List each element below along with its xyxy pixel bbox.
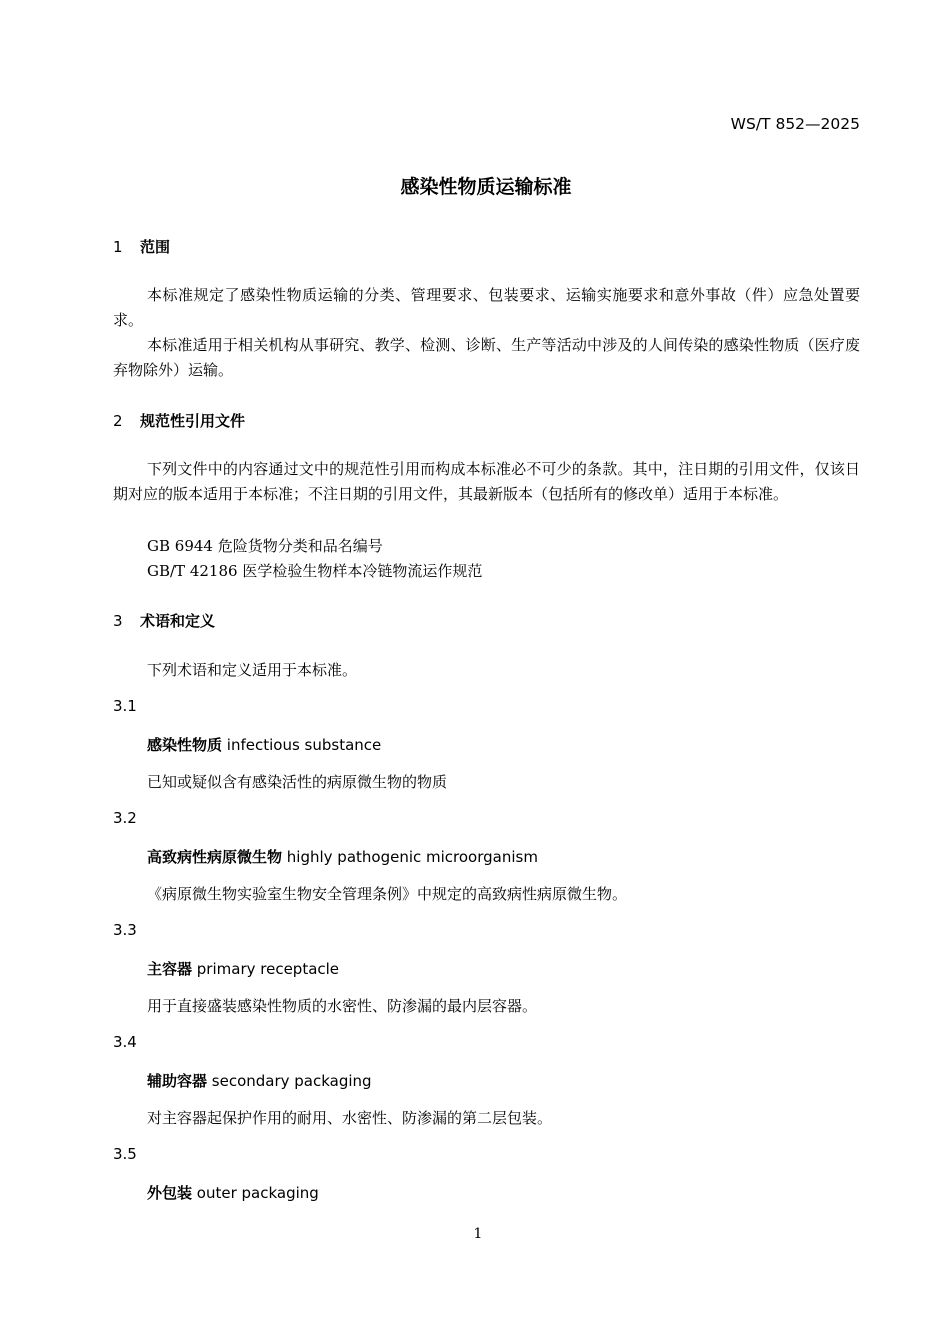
clause-number: 3.3 — [113, 921, 137, 939]
reference-item: GB 6944 危险货物分类和品名编号 — [147, 537, 383, 555]
section-number: 1 — [113, 238, 123, 256]
term-definition: 已知或疑似含有感染活性的病原微生物的物质 — [147, 773, 448, 791]
paragraph: 本标准适用于相关机构从事研究、教学、检测、诊断、生产等活动中涉及的人间传染的感染性物质（医疗废弃物除外）运输。 — [113, 336, 860, 379]
clause-number: 3.2 — [113, 809, 137, 827]
term-chinese: 主容器 — [147, 960, 193, 978]
paragraph: 下列文件中的内容通过文中的规范性引用而构成本标准必不可少的条款。其中，注日期的引用文件，仅该日期对应的版本适用于本标准；不注日期的引用文件，其最新版本（包括所有的修改单）适用于本标准。 — [113, 460, 860, 503]
clause-number: 3.1 — [113, 697, 137, 715]
term-definition: 《病原微生物实验室生物安全管理条例》中规定的高致病性病原微生物。 — [147, 885, 628, 903]
clause-number: 3.4 — [113, 1033, 137, 1051]
section-heading-scope — [113, 236, 170, 257]
section-title: 术语和定义 — [140, 612, 216, 630]
term-english: outer packaging — [192, 1184, 319, 1202]
term-entry — [147, 958, 339, 979]
term-entry — [147, 734, 381, 755]
document-number: WS/T 852—2025 — [730, 115, 860, 133]
term-entry — [147, 846, 538, 867]
section-number: 3 — [113, 612, 123, 630]
section-number: 2 — [113, 412, 123, 430]
term-english: secondary packaging — [207, 1072, 372, 1090]
section-title: 范围 — [140, 238, 171, 256]
term-chinese: 辅助容器 — [147, 1072, 208, 1090]
term-english: infectious substance — [222, 736, 382, 754]
section-heading-normative-references — [113, 410, 245, 431]
page-number: 1 — [473, 1226, 483, 1242]
section-heading-terms-definitions — [113, 610, 215, 631]
reference-item: GB/T 42186 医学检验生物样本冷链物流运作规范 — [147, 562, 483, 580]
term-definition: 对主容器起保护作用的耐用、水密性、防渗漏的第二层包装。 — [147, 1109, 553, 1127]
clause-number: 3.5 — [113, 1145, 137, 1163]
term-chinese: 外包装 — [147, 1184, 193, 1202]
section-title: 规范性引用文件 — [140, 412, 246, 430]
term-english: primary receptacle — [192, 960, 340, 978]
term-chinese: 感染性物质 — [147, 736, 223, 754]
paragraph: 本标准规定了感染性物质运输的分类、管理要求、包装要求、运输实施要求和意外事故（件）应急处置要求。 — [113, 286, 860, 329]
paragraph: 下列术语和定义适用于本标准。 — [147, 661, 358, 679]
term-definition: 用于直接盛装感染性物质的水密性、防渗漏的最内层容器。 — [147, 997, 538, 1015]
document-title: 感染性物质运输标准 — [400, 176, 572, 198]
term-chinese: 高致病性病原微生物 — [147, 848, 283, 866]
term-entry — [147, 1182, 319, 1203]
term-entry — [147, 1070, 372, 1091]
term-english: highly pathogenic microorganism — [282, 848, 538, 866]
